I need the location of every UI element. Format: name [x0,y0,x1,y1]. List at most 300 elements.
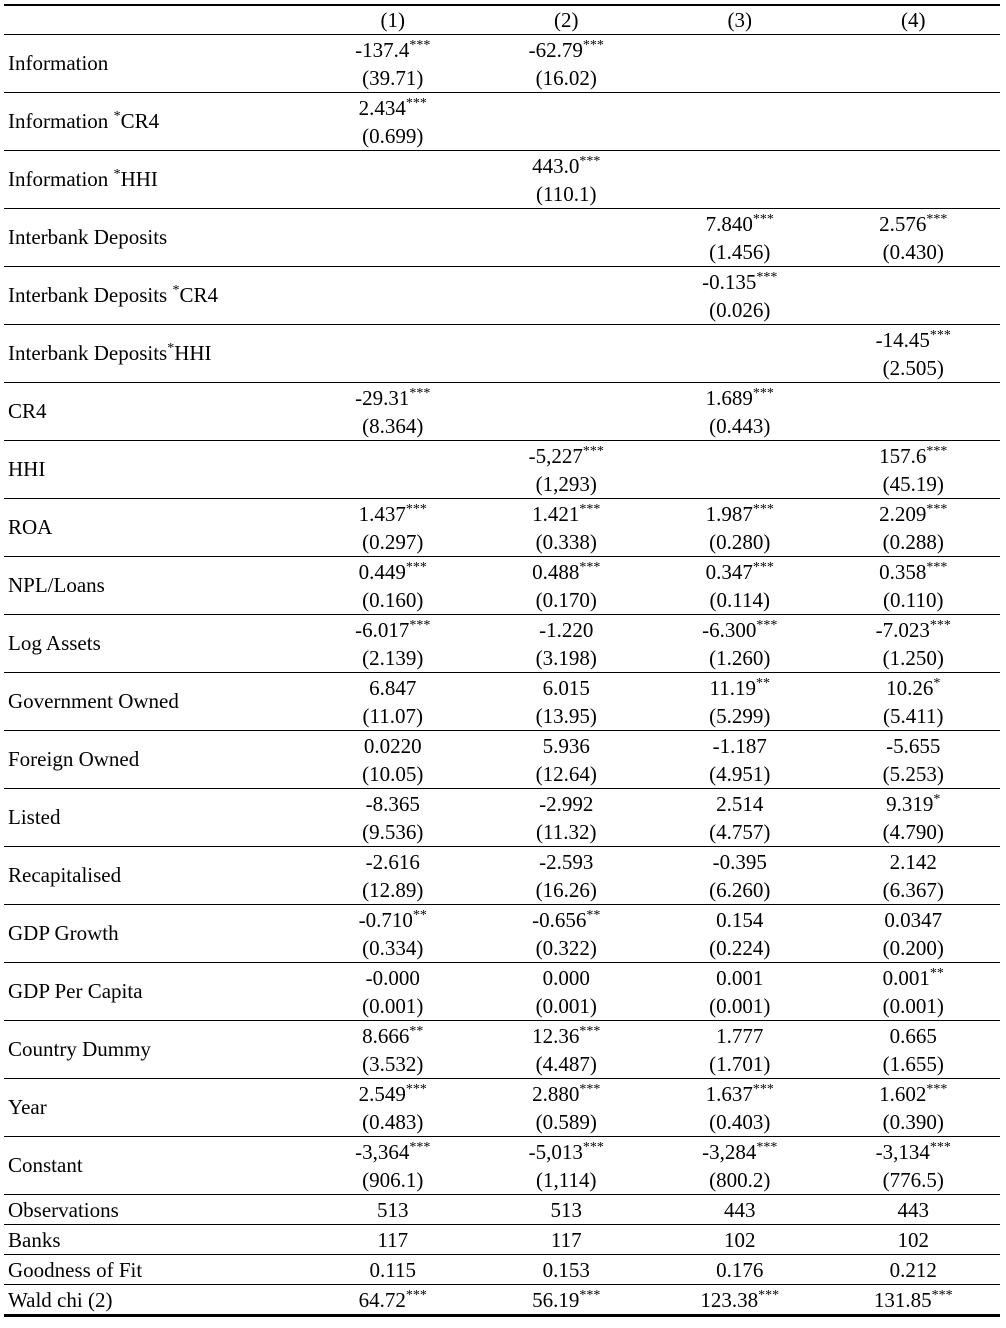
coefficient-cell-inner [355,36,430,92]
estimate-value: -3,134 [875,1139,930,1164]
coefficient-cell-inner [363,674,423,730]
estimate [702,616,777,644]
standard-error: (6.260) [709,877,771,902]
coefficient-cell-inner [883,964,944,1020]
coefficient-cell [480,383,654,441]
estimate [879,210,947,238]
coefficient-cell [480,441,654,499]
coefficient-cell-inner [709,964,770,1020]
estimate-value: 6.847 [369,675,417,700]
coefficient-cell [306,441,480,499]
stat-value: 117 [377,1227,409,1252]
coefficient-cell [480,1137,654,1195]
row-label-text: Interbank Deposits [8,283,173,307]
estimate [879,442,947,470]
estimate [706,500,774,528]
row-label-text: CR4 [8,399,47,423]
row-label: Observations [4,1195,306,1225]
standard-error: (2.139) [362,645,424,670]
significance-stars: *** [756,617,778,633]
coefficient-cell-inner [362,1022,423,1078]
coefficient-cell-inner [706,500,774,556]
column-header: (4) [901,8,926,32]
row-label-suffix: HHI [174,341,212,365]
row-information-cr4 [4,93,1000,151]
coefficient-cell [827,1021,1001,1079]
row-goodness-of-fit [4,1255,1000,1285]
coefficient-cell-inner [879,500,947,556]
standard-error: (11.32) [536,819,597,844]
stat-value: 117 [550,1227,582,1252]
significance-stars: *** [405,95,427,111]
coefficient-cell-inner [529,36,604,92]
coefficient-cell-inner [883,674,943,730]
estimate-value: 2.880 [532,1081,580,1106]
coefficient-cell [306,905,480,963]
stat-cell [653,1255,827,1285]
significance-stars: *** [405,1081,427,1097]
coefficient-cell-inner [879,210,947,266]
coefficient-cell [306,151,480,209]
coefficient-cell-inner [706,558,774,614]
coefficient-cell [653,35,827,93]
coefficient-cell [653,847,827,905]
standard-error: (10.05) [362,761,424,786]
coefficient-cell-inner [709,732,770,788]
coefficient-cell-inner [536,616,597,672]
estimate [883,674,943,702]
coefficient-cell [480,151,654,209]
row-label-text: GDP Per Capita [8,979,143,1003]
coefficient-cell [306,1079,480,1137]
estimate-value: 2.209 [879,501,927,526]
estimate-value: 2.549 [358,1081,406,1106]
interaction-star: * [113,167,121,182]
coefficient-cell-inner [709,906,770,962]
row-observations [4,1195,1000,1225]
estimate [359,906,427,934]
coefficient-cell-inner [532,1080,600,1136]
estimate-value: -62.79 [528,37,583,62]
estimate-value: 0.154 [716,907,764,932]
significance-stars: *** [752,211,774,227]
coefficient-cell-inner [883,732,944,788]
estimate-value: 1.987 [705,501,753,526]
standard-error: (13.95) [535,703,597,728]
stat-value: 0.115 [369,1257,416,1282]
stat-cell [827,1195,1001,1225]
standard-error: (0.160) [362,587,424,612]
estimate-value: 1.421 [532,501,580,526]
estimate [532,1080,600,1108]
estimate-value: -7.023 [875,617,930,642]
coefficient-cell [480,673,654,731]
estimate-value: -6.300 [702,617,757,642]
coefficient-cell-inner [879,558,947,614]
coefficient-cell-inner [883,1022,944,1078]
estimate-value: -5,227 [528,443,583,468]
significance-stars: *** [926,559,948,575]
estimate-value: 0.449 [358,559,406,584]
row-roa [4,499,1000,557]
row-label [4,673,306,731]
regression-table [4,4,1000,1317]
coefficient-cell [480,499,654,557]
standard-error: (0.001) [535,993,597,1018]
estimate [359,500,427,528]
stat-cell [306,1225,480,1255]
standard-error: (0.297) [362,529,424,554]
significance-stars: *** [756,269,778,285]
estimate [706,558,774,586]
interaction-star: * [167,341,175,356]
estimate-value: 157.6 [879,443,927,468]
row-label [4,93,306,151]
estimate [355,36,430,64]
row-label [4,267,306,325]
estimate [702,1138,777,1166]
estimate-value: -5,013 [528,1139,583,1164]
row-label [4,499,306,557]
standard-error: (0.110) [883,587,944,612]
estimate-value: 12.36 [532,1023,580,1048]
significance-stars: ** [755,675,770,691]
row-label [4,731,306,789]
significance-stars: *** [409,1139,431,1155]
coefficient-cell [306,209,480,267]
estimate [355,616,430,644]
estimate [883,1022,944,1050]
coefficient-cell [653,673,827,731]
estimate [706,384,774,412]
row-label: Banks [4,1225,306,1255]
row-label-suffix: CR4 [179,283,218,307]
standard-error: (776.5) [882,1167,944,1192]
row-label [4,789,306,847]
estimate-value: 0.665 [889,1023,937,1048]
estimate-value: -1.220 [539,617,594,642]
significance-stars: *** [405,559,427,575]
coefficient-cell [827,905,1001,963]
estimate-value: 5.936 [542,733,590,758]
standard-error: (4.487) [535,1051,597,1076]
coefficient-cell [827,441,1001,499]
estimate [706,210,774,238]
row-label-text: Country Dummy [8,1037,151,1061]
estimate-value: -3,364 [355,1139,410,1164]
stat-value: 131.85 [873,1287,932,1312]
estimate-value: 7.840 [705,211,753,236]
estimate-value: -0.656 [532,907,587,932]
coefficient-cell-inner [876,326,951,382]
estimate-value: 0.0347 [884,907,943,932]
stat-value: 513 [377,1197,409,1222]
estimate [876,326,951,354]
estimate [359,94,427,122]
column-header: (2) [554,8,579,32]
estimate-value: -8.365 [365,791,420,816]
standard-error: (0.001) [882,993,944,1018]
estimate-value: -2.593 [539,849,594,874]
coefficient-cell [480,789,654,847]
coefficient-cell [653,615,827,673]
coefficient-cell [480,905,654,963]
standard-error: (1,293) [535,471,597,496]
stat-value: 443 [724,1197,756,1222]
estimate [709,674,770,702]
estimate [883,790,944,818]
estimate-value: 2.514 [716,791,764,816]
estimate-value: 0.000 [542,965,590,990]
row-label: Wald chi (2) [4,1285,306,1316]
coefficient-cell [480,93,654,151]
standard-error: (11.07) [362,703,423,728]
coefficient-cell [306,267,480,325]
significance-stars: *** [579,1023,601,1039]
coefficient-cell-inner [529,1138,604,1194]
coefficient-cell [306,963,480,1021]
estimate-value: -0.710 [358,907,413,932]
estimate [883,732,944,760]
coefficient-cell [827,151,1001,209]
row-label-text: Foreign Owned [8,747,140,771]
estimate-value: 9.319 [886,791,934,816]
estimate [359,1080,427,1108]
stat-cell [306,1285,480,1316]
standard-error: (45.19) [882,471,944,496]
coefficient-cell [827,789,1001,847]
coefficient-cell [306,325,480,383]
standard-error: (1,114) [536,1167,597,1192]
estimate-value: 1.689 [705,385,753,410]
estimate [879,500,947,528]
row-label [4,35,306,93]
standard-error: (906.1) [362,1167,424,1192]
stat-cell [653,1225,827,1255]
coefficient-cell-inner [355,384,430,440]
estimate [362,1022,423,1050]
column-header: (3) [727,8,752,32]
standard-error: (5.253) [882,761,944,786]
coefficient-cell [306,1021,480,1079]
interaction-star: * [172,283,180,298]
coefficient-cell-inner [362,848,423,904]
significance-stars: *** [579,559,601,575]
estimate-value: 2.434 [358,95,406,120]
row-label [4,963,306,1021]
significance-stars: *** [405,501,427,517]
coefficient-cell [653,325,827,383]
coefficient-cell [306,1137,480,1195]
coefficient-cell-inner [706,210,774,266]
significance-stars: *** [582,37,604,53]
standard-error: (0.200) [882,935,944,960]
coefficient-cell [306,35,480,93]
significance-stars: ** [412,907,427,923]
coefficient-cell [827,209,1001,267]
coefficient-cell-inner [532,500,600,556]
stat-cell [827,1255,1001,1285]
significance-stars: *** [409,617,431,633]
standard-error: (0.026) [709,297,771,322]
coefficient-cell-inner [536,848,597,904]
standard-error: (8.364) [362,413,424,438]
coefficient-cell [306,789,480,847]
estimate [536,848,597,876]
estimate-value: 6.015 [542,675,590,700]
coefficient-cell [653,731,827,789]
estimate [709,964,770,992]
row-label-text: Information [8,51,109,75]
significance-stars: *** [409,385,431,401]
stat-cell [480,1285,654,1316]
estimate-value: 0.0220 [363,733,422,758]
standard-error: (0.403) [709,1109,771,1134]
estimate [879,1080,947,1108]
significance-stars: *** [926,501,948,517]
estimate [362,790,423,818]
coefficient-cell [480,325,654,383]
coefficient-cell-inner [879,442,947,498]
significance-stars: *** [409,37,431,53]
standard-error: (0.170) [535,587,597,612]
significance-stars: ** [409,1023,424,1039]
significance-stars: *** [582,443,604,459]
estimate [709,732,770,760]
estimate [536,732,597,760]
estimate-value: -137.4 [355,37,410,62]
coefficient-cell-inner [536,732,597,788]
significance-stars: *** [926,211,948,227]
standard-error: (0.322) [535,935,597,960]
coefficient-cell-inner [355,1138,430,1194]
estimate [362,964,423,992]
significance-stars: *** [579,153,601,169]
standard-error: (5.299) [709,703,771,728]
row-label [4,1021,306,1079]
coefficient-cell [653,267,827,325]
estimate-value: 1.602 [879,1081,927,1106]
row-label-text: Interbank Deposits [8,225,168,249]
column-header: (1) [380,8,405,32]
coefficient-cell-inner [709,674,770,730]
estimate [883,848,944,876]
row-listed [4,789,1000,847]
coefficient-cell [480,209,654,267]
coefficient-cell [480,615,654,673]
estimate-value: -0.395 [712,849,767,874]
standard-error: (4.757) [709,819,771,844]
estimate-value: -0.135 [702,269,757,294]
estimate-value: 0.001 [882,965,930,990]
standard-error: (16.26) [535,877,597,902]
stat-cell [827,1225,1001,1255]
coefficient-cell-inner [706,384,774,440]
estimate-value: 443.0 [532,153,580,178]
row-label [4,209,306,267]
row-label-text: Interbank Deposits [8,341,168,365]
significance-stars: *** [579,501,601,517]
row-gdp-per-capita [4,963,1000,1021]
estimate [709,1022,770,1050]
row-label [4,615,306,673]
coefficient-cell [827,93,1001,151]
coefficient-cell-inner [532,558,600,614]
estimate [359,558,427,586]
standard-error: (3.532) [362,1051,424,1076]
coefficient-cell-inner [883,790,944,846]
coefficient-cell-inner [879,1080,947,1136]
estimate-value: -0.000 [365,965,420,990]
standard-error: (5.411) [883,703,944,728]
column-header-row [4,5,1000,35]
estimate [536,616,597,644]
estimate [532,1022,600,1050]
row-banks [4,1225,1000,1255]
coefficient-cell-inner [359,94,427,150]
coefficient-cell [827,847,1001,905]
coefficient-cell [827,731,1001,789]
significance-stars: *** [752,501,774,517]
coefficient-cell [480,847,654,905]
row-interbank-deposits-hhi [4,325,1000,383]
standard-error: (0.589) [535,1109,597,1134]
row-label-text: NPL/Loans [8,573,105,597]
row-label-text: Information [8,167,114,191]
row-information [4,35,1000,93]
significance-stars: *** [579,1081,601,1097]
estimate [536,674,597,702]
estimate-value: 0.347 [705,559,753,584]
row-label [4,383,306,441]
row-cr4 [4,383,1000,441]
significance-stars: *** [926,443,948,459]
row-label-text: ROA [8,515,53,539]
coefficient-cell [480,1021,654,1079]
significance-stars: ** [929,965,944,981]
coefficient-cell [653,383,827,441]
estimate [529,36,604,64]
standard-error: (0.483) [362,1109,424,1134]
estimate [363,674,423,702]
coefficient-cell-inner [359,558,427,614]
row-label [4,557,306,615]
estimate-value: 10.26 [886,675,934,700]
interaction-star: * [113,109,121,124]
estimate-value: -14.45 [875,327,930,352]
estimate [876,616,951,644]
standard-error: (0.114) [709,587,770,612]
coefficient-cell [827,325,1001,383]
estimate [355,384,430,412]
coefficient-cell [653,209,827,267]
coefficient-cell-inner [362,790,423,846]
coefficient-cell-inner [359,500,427,556]
significance-stars: *** [926,1081,948,1097]
standard-error: (1.260) [709,645,771,670]
coefficient-cell [480,963,654,1021]
coefficient-cell [306,673,480,731]
coefficient-cell [306,731,480,789]
standard-error: (0.390) [882,1109,944,1134]
row-label-text: Recapitalised [8,863,122,887]
estimate [529,1138,604,1166]
coefficient-cell-inner [702,268,777,324]
table-body [4,35,1000,1316]
significance-stars: *** [929,327,951,343]
row-government-owned [4,673,1000,731]
standard-error: (4.951) [709,761,771,786]
